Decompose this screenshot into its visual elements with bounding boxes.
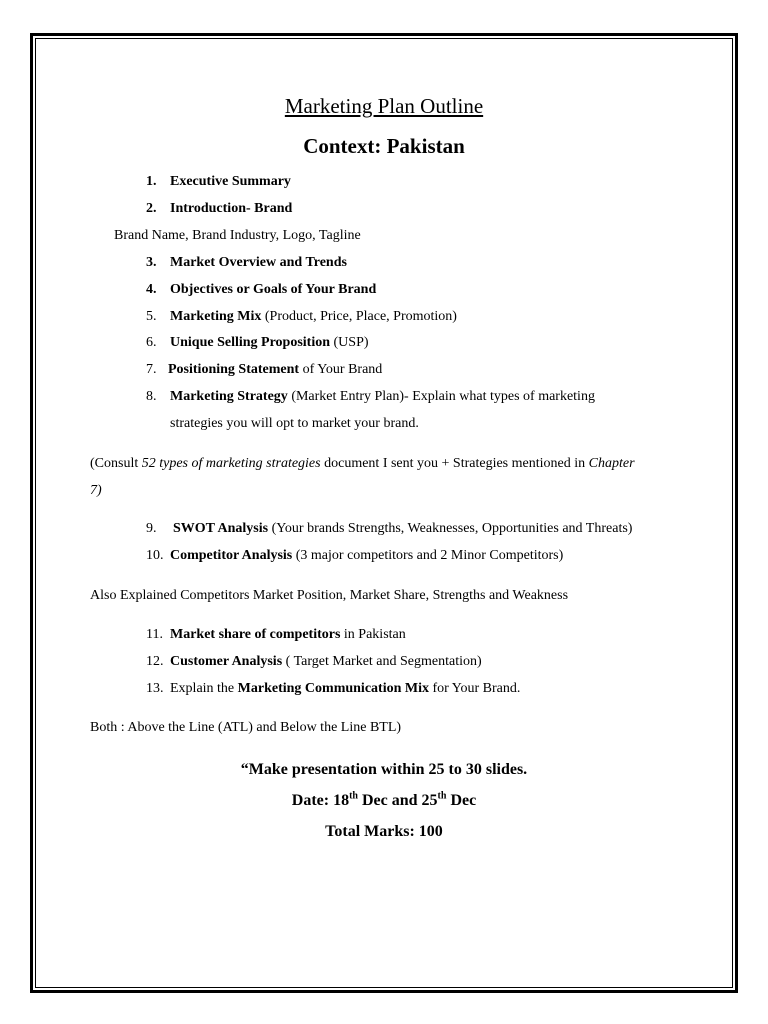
- date-line: Date: 18th Dec and 25th Dec: [291, 790, 477, 809]
- brand-note: Brand Name, Brand Industry, Logo, Tagline: [114, 228, 361, 243]
- list-item: [146, 653, 164, 671]
- list-item-text: SWOT Analysis (Your brands Strengths, Weaknesses, Opportunities and Threats): [173, 521, 633, 536]
- list-item-text: Unique Selling Proposition (USP): [170, 335, 369, 350]
- list-item-text: Market Overview and Trends: [170, 255, 347, 270]
- item-number: 11.: [146, 627, 163, 642]
- list-item: [146, 626, 163, 644]
- list-item-text: Competitor Analysis (3 major competitors and 2 Minor Competitors): [170, 548, 564, 563]
- list-item-text: Introduction- Brand: [170, 201, 293, 216]
- item-number: 3.: [146, 255, 157, 270]
- list-item: [146, 680, 164, 698]
- consult-note-continued: 7): [90, 483, 102, 498]
- list-item: [146, 361, 157, 379]
- list-item: [146, 547, 164, 565]
- competitor-note: Also Explained Competitors Market Position, Market Share, Strengths and Weakness: [90, 588, 569, 603]
- list-item-text-continued: strategies you will opt to market your brand.: [170, 416, 419, 431]
- list-item: [146, 200, 157, 218]
- list-item-text: Marketing Mix (Product, Price, Place, Promotion): [170, 309, 457, 324]
- item-number: 2.: [146, 201, 157, 216]
- document-subtitle: Context: Pakistan: [303, 134, 465, 158]
- presentation-note: “Make presentation within 25 to 30 slides.: [240, 761, 528, 778]
- list-item-text: Marketing Strategy (Market Entry Plan)- Explain what types of marketing: [170, 389, 595, 404]
- list-item-text: Executive Summary: [170, 174, 291, 189]
- list-item-text: Explain the Marketing Communication Mix for Your Brand.: [170, 681, 521, 696]
- list-item: [146, 388, 157, 406]
- list-item-text: Market share of competitors in Pakistan: [170, 627, 406, 642]
- list-item: [146, 173, 157, 191]
- list-item: [146, 308, 157, 326]
- document-title: Marketing Plan Outline: [284, 94, 484, 118]
- list-item-text: Positioning Statement of Your Brand: [168, 362, 383, 377]
- item-number: 5.: [146, 309, 157, 324]
- list-item: [146, 281, 157, 299]
- list-item: [146, 254, 157, 272]
- item-number: 8.: [146, 389, 157, 404]
- item-number: 13.: [146, 681, 164, 696]
- consult-note: (Consult 52 types of marketing strategies document I sent you + Strategies mentioned in Chapter: [90, 456, 635, 471]
- list-item-text: Objectives or Goals of Your Brand: [170, 282, 377, 297]
- item-number: 7.: [146, 362, 157, 377]
- total-marks: Total Marks: 100: [325, 823, 443, 840]
- list-item: [146, 334, 157, 352]
- atl-note: Both : Above the Line (ATL) and Below the Line BTL): [90, 720, 402, 735]
- item-number: 6.: [146, 335, 157, 350]
- item-number: 4.: [146, 282, 157, 297]
- item-number: 12.: [146, 654, 164, 669]
- item-number: 10.: [146, 548, 164, 563]
- list-item-text: Customer Analysis ( Target Market and Segmentation): [170, 654, 482, 669]
- item-number: 9.: [146, 521, 157, 536]
- page-border-inner: [35, 38, 733, 988]
- list-item: [146, 520, 157, 538]
- item-number: 1.: [146, 174, 157, 189]
